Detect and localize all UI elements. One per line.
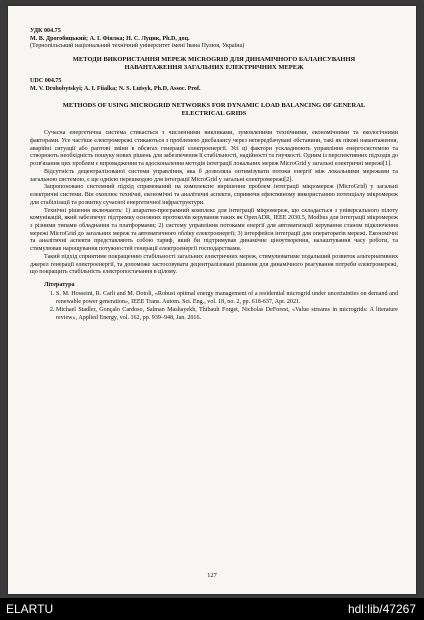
footer-bar: [0, 598, 424, 620]
udc-en: UDC 004.75: [30, 78, 62, 85]
reference-item: 1. S. M. Hosseini, R. Carli and M. Dotoli, «Robust optimal energy management of a residential microgrid under uncertainties on demand and renewable power generation», IEEE Trans. Autom. Sci. Eng., vol. 18, no. 2, pp. 618-637, Apr. 2021.: [56, 291, 398, 306]
footer-handle: hdl:lib/47267: [347, 602, 416, 616]
document-page: [8, 6, 416, 594]
paragraph: Запропоновано системний підхід спрямований на комплексне вирішення проблем інтеграції мікромереж (MicroGrid) у загальні електричні системи. Він охоплює технічні, економічні та аналітичні аспекти, сприяючи ефективному використанню потенціалу мікромереж для стабілізації та розвитку сучасної енергетичної інфраструктури.: [30, 184, 398, 206]
paragraph: Такий підхід сприятиме покращенню стабільності загальних електричних мереж, стимулюватиме подальший розвиток альтернативних джерел генерації електроенергії, та допоможе застосовувати децентралізовані рішення для динамічного реагування потреби електромережі, що покращить стабільність електропостачання в цілому.: [30, 253, 398, 276]
references-heading: Література: [44, 282, 75, 289]
page-number: 127: [207, 572, 217, 579]
references-list: [30, 291, 398, 323]
authors-ua: М. В. Дрогобицький; А. І. Фіялка; Н. С. Луцик, Ph.D, доц.: [30, 35, 190, 42]
udk-ua: УДК 004.75: [30, 28, 61, 34]
paragraph: Відсутність децентралізованої системи управління, яка б дозволяла оптимізувати потоки енергії між локальними мережами та загальною системою, є ще однією перешкодою для інтеграції MicroGrid у загальні електромережі[2].: [30, 168, 398, 183]
reference-item: 2. Michael Stadler, Gonçalo Cardoso, Salman Mashayekh, Thibault Forget, Nicholas DeForest, «Value streams in microgrids: A literature review», Applied Energy, vol. 162, pp. 939–948, Jan. 2016.: [56, 307, 398, 322]
title-en: METHODS OF USING MICROGRID NETWORKS FOR DYNAMIC LOAD BALANCING OF GENERAL ELECTRICAL GRIDS: [62, 101, 366, 118]
authors-en: M. V. Drohobytskyi; A. I. Fiialka; N. S. Lutsyk, Ph.D, Assoc. Prof.: [30, 86, 201, 93]
paragraph: Технічні рішення включають: 1) апаратно-програмний комплекс для інтеграції мікромереж, що складається з універсального пілоту комунікацій, який забезпечує підтримку основних протоколів керування таких як OpenADR, IEEE 2030.5, Modbus для інтеграції мікромереж з різними типами обладнання та платформами; 2) систему управління потоками енергії для автоматизації керування станом підключення мережі MicroGrid до загальних мереж та автоматичного обліку електроенергії; 3) інтерфейси інтеграції для операторатів мережі. Економічні та аналітичні аспекти представляють собою тариф, який би підтримував динамічне ціноутворення, налаштування часу роботи, та стимулював нарощування потужностей генерації електроенергії господарствами.: [30, 207, 398, 253]
title-ua: МЕТОДИ ВИКОРИСТАННЯ МЕРЕЖ MICROGRID ДЛЯ ДИНАМІЧНОГО БАЛАНСУВАННЯ НАВАНТАЖЕННЯ ЗАГАЛЬНИХ ЕЛЕКТРИЧНИХ МЕРЕЖ: [72, 56, 356, 72]
affiliation-ua: (Тернопільський національний технічний університет імені Івана Пулюя, Україна): [30, 43, 245, 50]
page-content: [30, 28, 398, 324]
footer-repository-label: ELARTU: [6, 602, 54, 616]
paragraph: Сучасна енергетична система стикається з численними викликами, зумовленими технічними, економічними та екологічними факторами. Усе частіше електромережі стикаються з проблемою дисбалансу через непередбачувані обставини, такі як пікові навантаження, аварійні ситуації або раптові зміни в обсягах генерації електроенергії. Усі ці фактори ускладнюють управління енергосистемою та створюють необхідність пошуку нових рішень для забезпечення її стабільності, надійності та гнучкості. Одним із перспективних підходів до розв'язання цих проблем є впровадження та вдосконалення методів інтеграції локальних мереж MicroGrid у загальні електричні мережі[1].: [30, 130, 398, 168]
